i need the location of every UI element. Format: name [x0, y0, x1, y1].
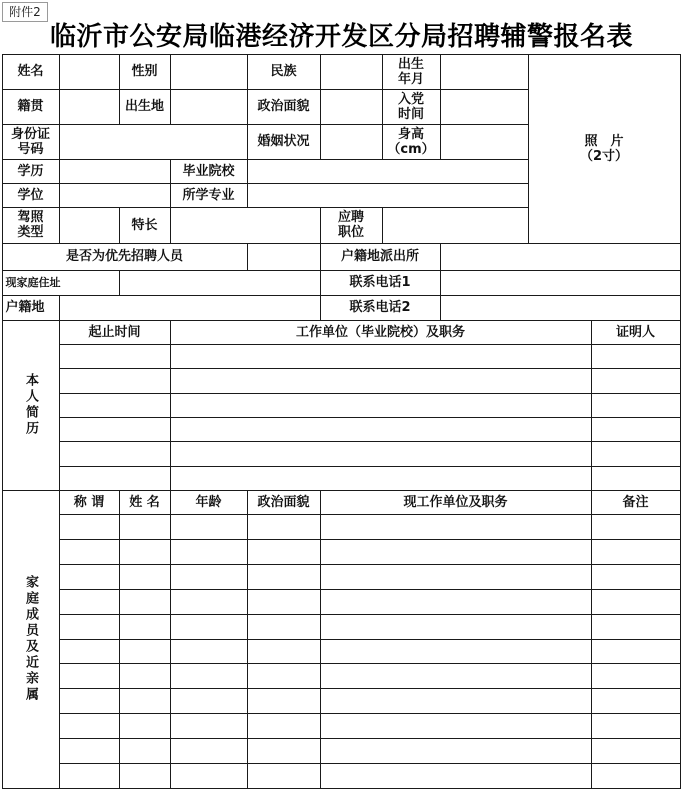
degree-field[interactable]	[59, 183, 171, 208]
family-name-header: 姓 名	[119, 490, 171, 515]
resume-time-header: 起止时间	[59, 320, 171, 345]
family-remarks-cell[interactable]	[591, 564, 681, 590]
family-political-status-cell[interactable]	[247, 614, 321, 640]
ethnicity-label: 民族	[247, 54, 321, 90]
family-relation-cell[interactable]	[59, 614, 120, 640]
resume-witness-cell[interactable]	[591, 344, 681, 369]
household-location-field[interactable]	[59, 295, 321, 321]
name-field[interactable]	[59, 54, 120, 90]
family-remarks-cell[interactable]	[591, 589, 681, 615]
height-label: 身高 （cm）	[382, 124, 441, 160]
photo-label: 照 片	[584, 133, 624, 149]
major-label: 所学专业	[170, 183, 248, 208]
native-place-label: 籍贯	[2, 89, 60, 125]
phone1-field[interactable]	[440, 270, 681, 296]
family-workplace-cell[interactable]	[320, 663, 592, 689]
priority-field[interactable]	[247, 243, 321, 271]
family-name-cell[interactable]	[119, 713, 171, 739]
family-workplace-header: 现工作单位及职务	[320, 490, 592, 515]
family-relation-cell[interactable]	[59, 639, 120, 664]
birthplace-label: 出生地	[119, 89, 171, 125]
specialty-label: 特长	[119, 207, 171, 244]
family-age-cell[interactable]	[170, 663, 248, 689]
family-workplace-cell[interactable]	[320, 738, 592, 764]
family-remarks-cell[interactable]	[591, 713, 681, 739]
resume-time-cell[interactable]	[59, 466, 171, 491]
degree-label: 学位	[2, 183, 60, 208]
major-field[interactable]	[247, 183, 529, 208]
resume-witness-header: 证明人	[591, 320, 681, 345]
family-relation-cell[interactable]	[59, 713, 120, 739]
specialty-field[interactable]	[170, 207, 321, 244]
phone1-label: 联系电话1	[320, 270, 441, 296]
resume-witness-cell[interactable]	[591, 441, 681, 467]
family-name-cell[interactable]	[119, 514, 171, 540]
family-relation-cell[interactable]	[59, 663, 120, 689]
birthplace-field[interactable]	[170, 89, 248, 125]
family-political-status-cell[interactable]	[247, 514, 321, 540]
family-relation-cell[interactable]	[59, 539, 120, 565]
name-label: 姓名	[2, 54, 60, 90]
resume-workplace-cell[interactable]	[170, 368, 592, 394]
family-political-status-cell[interactable]	[247, 589, 321, 615]
current-address-field[interactable]	[119, 270, 321, 296]
family-political-status-cell[interactable]	[247, 639, 321, 664]
family-political-status-header: 政治面貌	[247, 490, 321, 515]
resume-workplace-cell[interactable]	[170, 466, 592, 491]
native-place-field[interactable]	[59, 89, 120, 125]
education-label: 学历	[2, 159, 60, 184]
id-number-field[interactable]	[59, 124, 248, 160]
family-remarks-cell[interactable]	[591, 614, 681, 640]
family-workplace-cell[interactable]	[320, 589, 592, 615]
family-section-label: 家庭成员及近亲属	[2, 490, 60, 789]
household-location-label: 户籍地	[2, 295, 60, 321]
id-number-label: 身份证 号码	[2, 124, 60, 160]
family-relation-cell[interactable]	[59, 514, 120, 540]
graduated-school-field[interactable]	[247, 159, 529, 184]
family-workplace-cell[interactable]	[320, 713, 592, 739]
form-title: 临沂市公安局临港经济开发区分局招聘辅警报名表	[49, 22, 633, 52]
household-police-station-label: 户籍地派出所	[320, 243, 441, 271]
family-political-status-cell[interactable]	[247, 663, 321, 689]
family-workplace-cell[interactable]	[320, 614, 592, 640]
family-relation-cell[interactable]	[59, 763, 120, 789]
family-political-status-cell[interactable]	[247, 713, 321, 739]
resume-witness-cell[interactable]	[591, 368, 681, 394]
family-relation-cell[interactable]	[59, 688, 120, 714]
political-status-label: 政治面貌	[247, 89, 321, 125]
resume-witness-cell[interactable]	[591, 417, 681, 442]
family-political-status-cell[interactable]	[247, 539, 321, 565]
family-age-cell[interactable]	[170, 688, 248, 714]
family-workplace-cell[interactable]	[320, 639, 592, 664]
birth-date-label: 出生 年月	[382, 54, 441, 90]
family-workplace-cell[interactable]	[320, 539, 592, 565]
family-name-cell[interactable]	[119, 564, 171, 590]
marital-status-field[interactable]	[320, 124, 383, 160]
current-address-label: 现家庭住址	[2, 270, 120, 296]
family-political-status-cell[interactable]	[247, 763, 321, 789]
applied-position-label: 应聘 职位	[320, 207, 383, 244]
resume-workplace-cell[interactable]	[170, 417, 592, 442]
resume-time-cell[interactable]	[59, 368, 171, 394]
resume-workplace-cell[interactable]	[170, 441, 592, 467]
family-name-cell[interactable]	[119, 763, 171, 789]
political-status-field[interactable]	[320, 89, 383, 125]
marital-status-label: 婚姻状况	[247, 124, 321, 160]
family-age-cell[interactable]	[170, 713, 248, 739]
family-age-cell[interactable]	[170, 514, 248, 540]
applied-position-field[interactable]	[382, 207, 529, 244]
family-age-cell[interactable]	[170, 738, 248, 764]
resume-time-cell[interactable]	[59, 417, 171, 442]
resume-workplace-cell[interactable]	[170, 344, 592, 369]
resume-section-label: 本人简历	[2, 320, 60, 491]
family-age-cell[interactable]	[170, 539, 248, 565]
family-name-cell[interactable]	[119, 639, 171, 664]
family-remarks-cell[interactable]	[591, 539, 681, 565]
family-relation-header: 称 谓	[59, 490, 120, 515]
family-workplace-cell[interactable]	[320, 688, 592, 714]
family-political-status-cell[interactable]	[247, 564, 321, 590]
gender-label: 性别	[119, 54, 171, 90]
family-political-status-cell[interactable]	[247, 738, 321, 764]
party-join-date-label: 入党 时间	[382, 89, 441, 125]
family-workplace-cell[interactable]	[320, 514, 592, 540]
family-name-cell[interactable]	[119, 738, 171, 764]
graduated-school-label: 毕业院校	[170, 159, 248, 184]
resume-time-cell[interactable]	[59, 441, 171, 467]
birth-date-field[interactable]	[440, 54, 529, 90]
gender-field[interactable]	[170, 54, 248, 90]
family-age-cell[interactable]	[170, 589, 248, 615]
license-type-label: 驾照 类型	[2, 207, 60, 244]
resume-workplace-header: 工作单位（毕业院校）及职务	[170, 320, 592, 345]
family-age-header: 年龄	[170, 490, 248, 515]
annex-label: 附件2	[2, 2, 48, 22]
phone2-field[interactable]	[440, 295, 681, 321]
family-workplace-cell[interactable]	[320, 564, 592, 590]
household-police-station-field[interactable]	[440, 243, 681, 271]
photo-size-label: （2寸）	[579, 148, 629, 164]
family-political-status-cell[interactable]	[247, 688, 321, 714]
height-field[interactable]	[440, 124, 529, 160]
family-remarks-cell[interactable]	[591, 763, 681, 789]
family-name-cell[interactable]	[119, 663, 171, 689]
family-age-cell[interactable]	[170, 763, 248, 789]
family-relation-cell[interactable]	[59, 738, 120, 764]
family-age-cell[interactable]	[170, 639, 248, 664]
party-join-date-field[interactable]	[440, 89, 529, 125]
family-relation-cell[interactable]	[59, 564, 120, 590]
family-name-cell[interactable]	[119, 589, 171, 615]
license-type-field[interactable]	[59, 207, 120, 244]
education-field[interactable]	[59, 159, 171, 184]
family-remarks-cell[interactable]	[591, 514, 681, 540]
family-name-cell[interactable]	[119, 539, 171, 565]
family-workplace-cell[interactable]	[320, 763, 592, 789]
priority-label: 是否为优先招聘人员	[2, 243, 248, 271]
resume-workplace-cell[interactable]	[170, 393, 592, 418]
resume-time-cell[interactable]	[59, 393, 171, 418]
resume-witness-cell[interactable]	[591, 466, 681, 491]
family-age-cell[interactable]	[170, 614, 248, 640]
photo-box	[528, 54, 681, 244]
family-remarks-header: 备注	[591, 490, 681, 515]
family-age-cell[interactable]	[170, 564, 248, 590]
resume-time-cell[interactable]	[59, 344, 171, 369]
family-remarks-cell[interactable]	[591, 639, 681, 664]
phone2-label: 联系电话2	[320, 295, 441, 321]
family-name-cell[interactable]	[119, 688, 171, 714]
family-name-cell[interactable]	[119, 614, 171, 640]
resume-witness-cell[interactable]	[591, 393, 681, 418]
ethnicity-field[interactable]	[320, 54, 383, 90]
family-remarks-cell[interactable]	[591, 688, 681, 714]
family-remarks-cell[interactable]	[591, 663, 681, 689]
family-relation-cell[interactable]	[59, 589, 120, 615]
family-remarks-cell[interactable]	[591, 738, 681, 764]
